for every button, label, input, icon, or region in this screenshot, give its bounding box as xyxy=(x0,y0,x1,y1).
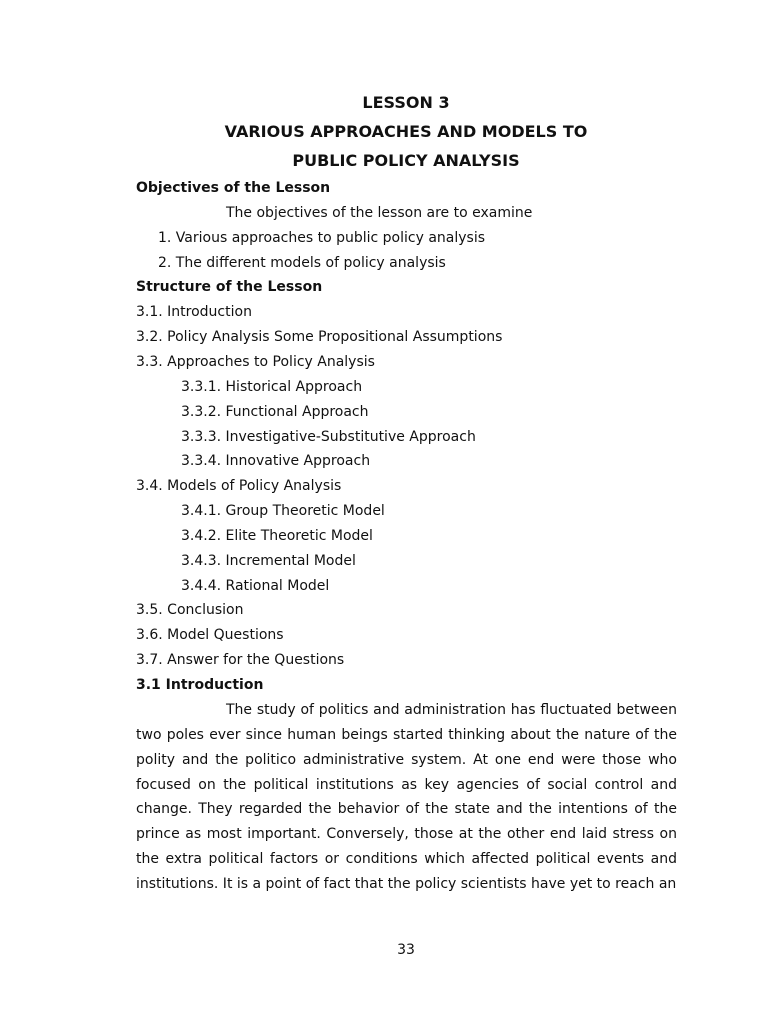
lesson-title-line-1: VARIOUS APPROACHES AND MODELS TO xyxy=(224,122,588,141)
structure-item: 3.4. Models of Policy Analysis xyxy=(136,478,342,494)
page-number: 33 xyxy=(397,942,415,958)
structure-item: 3.6. Model Questions xyxy=(136,627,284,643)
lesson-number: LESSON 3 xyxy=(362,93,450,112)
structure-subitem: 3.3.2. Functional Approach xyxy=(181,404,369,420)
objective-item: 1. Various approaches to public policy analysis xyxy=(158,230,486,246)
structure-item: 3.5. Conclusion xyxy=(136,602,244,618)
structure-item: 3.3. Approaches to Policy Analysis xyxy=(136,354,375,370)
structure-subitem: 3.3.1. Historical Approach xyxy=(181,379,363,395)
structure-item: 3.2. Policy Analysis Some Propositional Assumptions xyxy=(136,329,503,345)
structure-heading: Structure of the Lesson xyxy=(136,279,323,295)
objective-item: 2. The different models of policy analysis xyxy=(158,255,446,271)
introduction-paragraph: The study of politics and administration has fluctuated between two poles ever since human beings started thinking about the nature of the polity and the politico administrative system. At one end were those who focused on the political institutions as key agencies of social control and change. They regarded the behavior of the state and the intentions of the prince as most important. Conversely, those at the other end laid stress on the extra political factors or conditions which affected political events and institutions. It is a point of fact that the policy scientists have yet to reach an xyxy=(136,702,677,892)
structure-subitem: 3.4.3. Incremental Model xyxy=(181,553,356,569)
structure-item: 3.7. Answer for the Questions xyxy=(136,652,345,668)
introduction-heading: 3.1 Introduction xyxy=(136,677,264,693)
structure-subitem: 3.3.3. Investigative-Substitutive Approach xyxy=(181,429,476,445)
lesson-title-line-2: PUBLIC POLICY ANALYSIS xyxy=(292,151,520,170)
objectives-intro: The objectives of the lesson are to examine xyxy=(226,205,533,221)
structure-subitem: 3.4.1. Group Theoretic Model xyxy=(181,503,385,519)
structure-subitem: 3.4.2. Elite Theoretic Model xyxy=(181,528,373,544)
structure-item: 3.1. Introduction xyxy=(136,304,252,320)
structure-subitem: 3.3.4. Innovative Approach xyxy=(181,453,371,469)
objectives-heading: Objectives of the Lesson xyxy=(136,180,331,196)
structure-subitem: 3.4.4. Rational Model xyxy=(181,578,330,594)
